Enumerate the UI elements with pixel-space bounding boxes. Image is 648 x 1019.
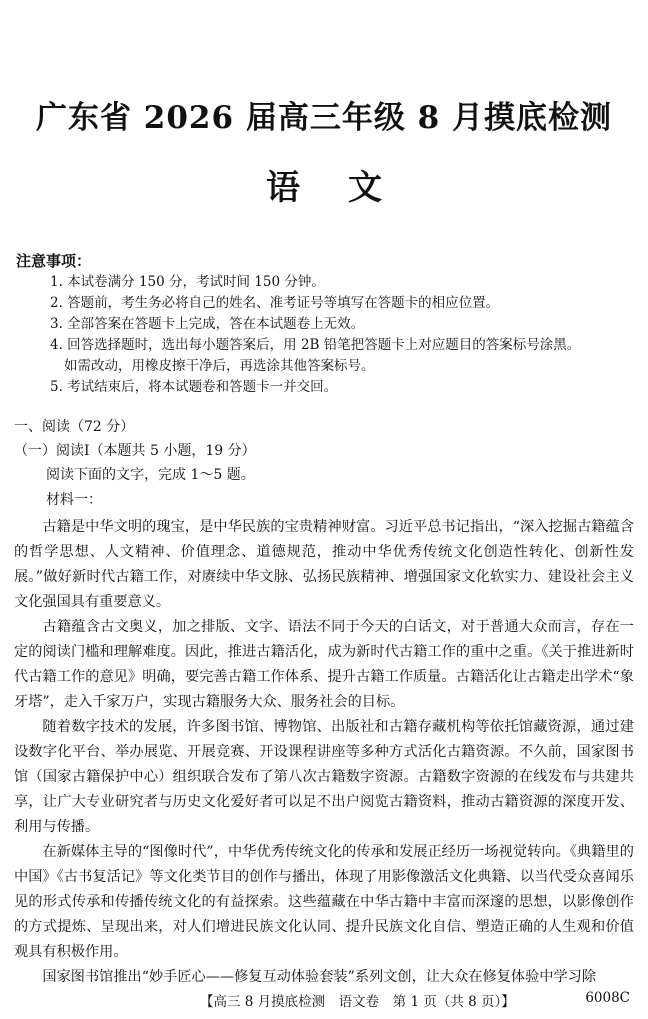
part-title: 一、阅读（72 分） — [14, 419, 135, 435]
notice-heading: 注意事项： — [16, 252, 92, 270]
subject-title: 语文 — [266, 168, 430, 208]
exam-title: 广东省 2026 届高三年级 8 月摸底检测 — [35, 100, 613, 136]
notice-list — [50, 272, 640, 398]
footer-page-info: 【高三 8 月摸底检测 语文卷 第 1 页（共 8 页）】 — [200, 994, 515, 1010]
passage-paragraph: 古籍蕴含古文奥义，加之排版、文字、语法不同于今天的白话文，对于普通大众而言，存在一定的阅读门槛和理解难度。因此，推进古籍活化，成为新时代古籍工作的重中之重。《关于推进新时代古籍工作的意见》明确，要完善古籍工作体系、提升古籍工作质量。古籍活化让古籍走出学术“象牙塔”，走入千家万户，实现古籍服务大众、服务社会的目标。 — [14, 619, 634, 710]
passage-paragraph: 在新媒体主导的“图像时代”，中华优秀传统文化的传承和发展正经历一场视觉转向。《典籍里的中国》《古书复活记》等文化类节目的创作与播出，体现了用影像激活文化典籍、以当代受众喜闻乐见的形式传承和传播传统文化的有益探索。这些蕴藏在中华古籍中丰富而深邃的思想，以影像创作的方式提炼、呈现出来，对人们增进民族文化认同、提升民族文化自信、塑造正确的人生观和价值观具有积极作用。 — [14, 844, 634, 960]
passage-paragraph: 国家图书馆推出“妙手匠心——修复互动体验套装”系列文创，让大众在修复体验中学习除 — [42, 969, 597, 985]
passage-paragraph: 古籍是中华文明的瑰宝，是中华民族的宝贵精神财富。习近平总书记指出，“深入挖掘古籍蕴含的哲学思想、人文精神、价值理念、道德规范，推动中华优秀传统文化创造性转化、创新性发展。”做好新时代古籍工作，对赓续中华文脉、弘扬民族精神、增强国家文化软实力、建设社会主义文化强国具有重要意义。 — [14, 519, 634, 610]
sub-section-title: （一）阅读Ⅰ（本题共 5 小题，19 分） — [14, 443, 256, 459]
material-label: 材料一： — [46, 492, 102, 508]
notice-item: 2. 答题前，考生务必将自己的姓名、准考证号等填写在答题卡的相应位置。 — [50, 295, 500, 311]
instruction-text: 阅读下面的文字，完成 1～5 题。 — [46, 467, 255, 483]
notice-item: 1. 本试卷满分 150 分，考试时间 150 分钟。 — [50, 274, 325, 290]
footer-code: 6008C — [585, 990, 630, 1006]
notice-item: 4. 回答选择题时，选出每小题答案后，用 2B 铅笔把答题卡上对应题目的答案标号涂黑。 — [50, 337, 581, 353]
notice-item: 3. 全部答案在答题卡上完成，答在本试题卷上无效。 — [50, 316, 365, 332]
notice-item: 如需改动，用橡皮擦干净后，再选涂其他答案标号。 — [64, 358, 375, 374]
notice-item: 5. 考试结束后，将本试题卷和答题卡一并交回。 — [50, 379, 338, 395]
passage-paragraph: 随着数字技术的发展，许多图书馆、博物馆、出版社和古籍存藏机构等依托馆藏资源，通过建设数字化平台、举办展览、开展竞赛、开设课程讲座等多种方式活化古籍资源。不久前，国家图书馆（国家古籍保护中心）组织联合发布了第八次古籍数字资源。古籍数字资源的在线发布与共建共享，让广大专业研究者与历史文化爱好者可以足不出户阅览古籍资料，推动古籍资源的深度开发、利用与传播。 — [14, 719, 634, 835]
reading-passage — [14, 515, 634, 990]
